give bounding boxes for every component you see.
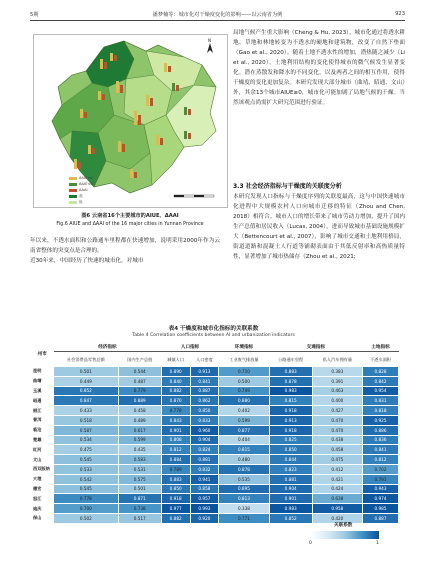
row-city: 楚雄: [33, 436, 42, 442]
table-cell: 0.815: [219, 445, 269, 455]
colorbar-min: 0: [309, 541, 312, 546]
table-cell: 0.812: [363, 455, 399, 465]
table-cell: 0.878: [219, 464, 269, 474]
table-cell: 0.881: [190, 455, 219, 465]
table-cell: 0.852: [269, 513, 312, 523]
table-cell: 0.913: [190, 367, 219, 377]
table-cell: 0.881: [269, 474, 312, 484]
table-cell: 0.534: [54, 435, 119, 445]
table-cell: 0.887: [190, 386, 219, 396]
col-header: 公路通车里程: [278, 356, 304, 362]
table-cell: 0.778: [54, 494, 119, 504]
table-cell: 0.844: [269, 455, 312, 465]
table-cell: 0.828: [363, 367, 399, 377]
figure-caption-cn: 图6 云南省16个主要城市的AIUE、ΔAAI: [81, 213, 179, 219]
row-city: 德宏: [33, 485, 42, 491]
table-cell: 0.542: [54, 474, 119, 484]
table-subtitle: Table 4 Correlation coefficients between AI and urbanization indicators: [132, 333, 295, 338]
table-cell: 0.470: [312, 415, 362, 425]
table-cell: 0.920: [190, 513, 219, 523]
table-cell: 0.941: [190, 474, 219, 484]
svg-text:N: N: [208, 38, 211, 43]
table-cell: 0.871: [118, 494, 161, 504]
table-cell: 0.338: [219, 504, 269, 514]
row-city: 丽江: [33, 407, 42, 413]
table-cell: 0.901: [269, 494, 312, 504]
table-cell: 0.836: [363, 435, 399, 445]
table-cell: 0.842: [363, 376, 399, 386]
table-cell: 0.887: [363, 513, 399, 523]
section-heading: 3.3 社会经济指标与干燥度的关联度分析: [233, 183, 342, 190]
table-cell: 0.480: [219, 455, 269, 465]
table-cell: 0.890: [161, 367, 190, 377]
table-cell: 0.771: [219, 513, 269, 523]
journal-title: 潘梦楠等：城市化对干燥度变化的影响——以云南省为例: [152, 12, 283, 18]
table-cell: 0.862: [190, 396, 219, 406]
table-cell: 0.825: [269, 435, 312, 445]
table-cell: 0.977: [161, 504, 190, 514]
table-cell: 0.518: [54, 415, 119, 425]
table-cell: 0.884: [161, 455, 190, 465]
table-cell: 0.789: [161, 464, 190, 474]
table-cell: 0.475: [54, 445, 119, 455]
right-paragraph-2: 本研究发现人口指标与干燥度序列的关联度最高，这与中国快速城市化进程中大规模农村人口向城市迁移的特征（Zhou and Chen, 2018）相符合。城市人口的增长带来了城市劳动力增加，提升了国内生产总值和居民收入（Lucas, 2004），进而导致城市基础设施规模扩大（Bettencourt et al., 2007），影响了城市交通和土地利用格局，街道道路和混凝土人行道等铺砌表面由于其低反射率和高热质量特性，显著增加了城市热储存（Zhou et al., 2021;: [233, 194, 405, 260]
row-city: 玉溪: [33, 387, 42, 393]
table-cell: 0.791: [363, 474, 399, 484]
table-cell: 0.850: [269, 445, 312, 455]
colorbar-label: 关联系数: [334, 523, 353, 528]
group-land: 土地指标: [363, 342, 399, 352]
table-cell: 0.913: [269, 415, 312, 425]
table-cell: 0.700: [54, 504, 119, 514]
table-cell: 0.599: [219, 415, 269, 425]
scale-bar: [174, 195, 214, 197]
colorbar: [311, 531, 379, 539]
table-cell: 0.812: [161, 445, 190, 455]
table-cell: 0.438: [312, 435, 362, 445]
table-cell: 0.877: [219, 425, 269, 435]
table-cell: 0.833: [190, 415, 219, 425]
row-city: 曲靖: [33, 378, 42, 384]
table-cell: 0.886: [363, 425, 399, 435]
legend-item: AIUE>0: [69, 175, 93, 181]
group-economic: 经济指标: [54, 342, 162, 352]
table-cell: 0.710: [219, 367, 269, 377]
table-cell: 0.841: [363, 445, 399, 455]
row-city: 临沧: [33, 427, 42, 433]
legend-item: ΔAAI: [69, 187, 93, 193]
table-cell: 0.841: [190, 376, 219, 386]
table-row: [31, 484, 399, 494]
table-cell: 0.544: [118, 367, 161, 377]
table-row: [31, 386, 399, 396]
table-cell: 0.824: [190, 445, 219, 455]
table-cell: 0.974: [363, 494, 399, 504]
table-cell: 0.463: [312, 386, 362, 396]
group-population: 人口指标: [161, 342, 219, 352]
table-cell: 0.435: [118, 445, 161, 455]
table-cell: 0.918: [269, 406, 312, 416]
table-row: [31, 474, 399, 484]
col-header: 工业废气排放量: [229, 356, 259, 362]
legend-swatch: [69, 189, 77, 192]
table-cell: 0.391: [312, 376, 362, 386]
row-city: 昭通: [33, 397, 42, 403]
group-environment: 环境指标: [219, 342, 269, 352]
table-cell: 0.404: [219, 435, 269, 445]
row-city: 红河: [33, 446, 42, 452]
table-cell: 0.813: [219, 494, 269, 504]
legend-item: AIUE<0: [69, 181, 93, 187]
table-cell: 0.502: [54, 513, 119, 523]
table-cell: 0.400: [312, 396, 362, 406]
map-legend: [69, 175, 93, 205]
table-cell: 0.985: [363, 504, 399, 514]
north-arrow-icon: [207, 38, 213, 53]
figure-caption-en: Fig.6 AIUE and ΔAAI of the 16 major cities in Yunnan Province: [56, 222, 204, 227]
right-paragraph-1: 局地气候产生重大影响（Cheng & Hu, 2023）。城市化通过将透水耕地、草地和林地转变为不透水的硬地和建筑物，改变了自然下垫面（Gao et al., 2020）。随着土地不透水性的增加，潜热随之减少（Li et al., 2020），土地利用结构的变化使得城市的微气候发生显著变化。潜在蒸散发和降水的不同变化，以及两者之间的相互作用，使得干燥度的变化更加复杂。本研究发现大部分城市（曲靖、昭通、文山）外，其余13个城市AIUE≥0，城市化可能加剧了局地气候的干燥。当然该观点尚需扩大研究范围进行验证。: [233, 30, 405, 106]
row-city: 大理: [33, 476, 42, 482]
table-cell: 0.749: [219, 386, 269, 396]
table-cell: 0.850: [190, 406, 219, 416]
table-cell: 0.840: [161, 376, 190, 386]
table-cell: 0.895: [219, 484, 269, 494]
table-cell: 0.960: [190, 425, 219, 435]
table-cell: 0.901: [161, 425, 190, 435]
table-cell: 0.779: [118, 386, 161, 396]
table-cell: 0.475: [312, 455, 362, 465]
table-cell: 0.421: [312, 474, 362, 484]
table-cell: 0.843: [161, 415, 190, 425]
row-city: 昆明: [33, 368, 42, 374]
row-city: 西双版纳: [33, 466, 50, 472]
table-cell: 0.587: [54, 425, 119, 435]
table-cell: 0.808: [161, 435, 190, 445]
colorbar-max: 1: [376, 541, 379, 546]
table-cell: 0.458: [312, 445, 362, 455]
page-number: 923: [395, 11, 405, 17]
table-cell: 0.412: [312, 464, 362, 474]
table-cell: 0.420: [312, 513, 362, 523]
table-cell: 0.958: [312, 504, 362, 514]
col-header: 私人汽车拥有量: [322, 356, 353, 362]
table-cell: 0.831: [363, 396, 399, 406]
group-transport: 交通指标: [269, 342, 362, 352]
left-paragraph: 年以来，不透水面积和公路通车里程都在快速增加，说明采用2000年作为云南省整体的突变点是合理的。 近30年来，中国经历了快速的城市化，对城市: [30, 238, 220, 264]
col-header: 社会消费品零售总额: [66, 356, 105, 362]
table-cell: 0.918: [269, 425, 312, 435]
table-row: [31, 455, 399, 465]
table-cell: 0.943: [363, 484, 399, 494]
table-cell: 0.402: [219, 406, 269, 416]
table-cell: 0.870: [161, 396, 190, 406]
row-city: 普洱: [33, 417, 42, 423]
row-city: 怒江: [33, 495, 42, 501]
table-row: [31, 504, 399, 514]
table-cell: 0.832: [190, 464, 219, 474]
table-cell: 0.535: [219, 474, 269, 484]
table-cell: 0.850: [161, 484, 190, 494]
table-cell: 0.424: [312, 484, 362, 494]
table-cell: 0.889: [118, 396, 161, 406]
table-row: [31, 406, 399, 416]
table-cell: 0.823: [269, 464, 312, 474]
table-cell: 0.878: [269, 376, 312, 386]
table-cell: 0.489: [118, 415, 161, 425]
table-cell: 0.501: [118, 484, 161, 494]
table-cell: 0.470: [312, 425, 362, 435]
table-cell: 0.599: [118, 435, 161, 445]
table-cell: 0.858: [190, 484, 219, 494]
table-title: 表4 干燥度和城市化指标的关联系数: [168, 326, 259, 332]
table-cell: 0.501: [54, 367, 119, 377]
row-city: 迪庆: [33, 505, 42, 511]
table-cell: 0.815: [269, 396, 312, 406]
table-cell: 0.433: [54, 406, 119, 416]
table-cell: 0.638: [312, 494, 362, 504]
table-cell: 0.925: [363, 415, 399, 425]
table-cell: 0.904: [190, 435, 219, 445]
table-cell: 0.883: [269, 367, 312, 377]
table-cell: 0.383: [312, 367, 362, 377]
table-cell: 0.533: [54, 464, 119, 474]
table-cell: 0.880: [219, 396, 269, 406]
table-cell: 0.500: [219, 376, 269, 386]
table-cell: 0.818: [363, 406, 399, 416]
table-cell: 0.545: [54, 484, 119, 494]
table-cell: 0.983: [269, 504, 312, 514]
row-city: 文山: [33, 456, 42, 462]
table-cell: 0.427: [312, 406, 362, 416]
table-row: [31, 464, 399, 474]
col-city: 州市: [37, 352, 47, 358]
legend-item: 高: [69, 193, 93, 199]
table-cell: 0.882: [161, 513, 190, 523]
table-cell: 0.583: [118, 455, 161, 465]
table-cell: 0.993: [190, 504, 219, 514]
legend-item: 低: [69, 199, 93, 205]
table-cell: 0.575: [118, 474, 161, 484]
table-cell: 0.617: [118, 425, 161, 435]
col-header: 不透水面积: [370, 356, 391, 362]
table-row: [31, 445, 399, 455]
table-cell: 0.983: [269, 386, 312, 396]
table-cell: 0.957: [190, 494, 219, 504]
table-cell: 0.449: [54, 376, 119, 386]
table-cell: 0.458: [118, 406, 161, 416]
table-cell: 0.883: [161, 474, 190, 484]
table-cell: 0.738: [118, 504, 161, 514]
table-cell: 0.517: [118, 513, 161, 523]
table-row: [31, 435, 399, 445]
table-cell: 0.847: [54, 396, 119, 406]
table-body: [31, 367, 399, 524]
legend-swatch: [69, 183, 77, 186]
table-row: [31, 415, 399, 425]
table-cell: 0.545: [54, 455, 119, 465]
col-header: 国内生产总值: [127, 356, 153, 362]
correlation-table: [31, 342, 399, 524]
figure-map: [33, 34, 228, 208]
table-cell: 0.702: [363, 464, 399, 474]
table-cell: 0.954: [363, 386, 399, 396]
table-cell: 0.852: [54, 386, 119, 396]
yunnan-map: [34, 35, 227, 207]
table-cell: 0.904: [269, 484, 312, 494]
row-city: 保山: [33, 515, 42, 521]
issue-number: 5期: [30, 12, 39, 18]
legend-swatch: [69, 201, 77, 204]
legend-swatch: [69, 195, 77, 198]
legend-swatch: [69, 177, 77, 180]
table-cell: 0.918: [161, 494, 190, 504]
table-cell: 0.487: [118, 376, 161, 386]
table-row: [31, 425, 399, 435]
col-header: 城镇人口: [167, 356, 185, 362]
table-cell: 0.531: [118, 464, 161, 474]
table-cell: 0.882: [161, 386, 190, 396]
table-row: [31, 494, 399, 504]
col-header: 人口密度: [196, 356, 213, 362]
table-row: [31, 376, 399, 386]
header-rule: [30, 20, 405, 21]
table-row: [31, 367, 399, 377]
table-cell: 0.778: [161, 406, 190, 416]
table-row: [31, 396, 399, 406]
